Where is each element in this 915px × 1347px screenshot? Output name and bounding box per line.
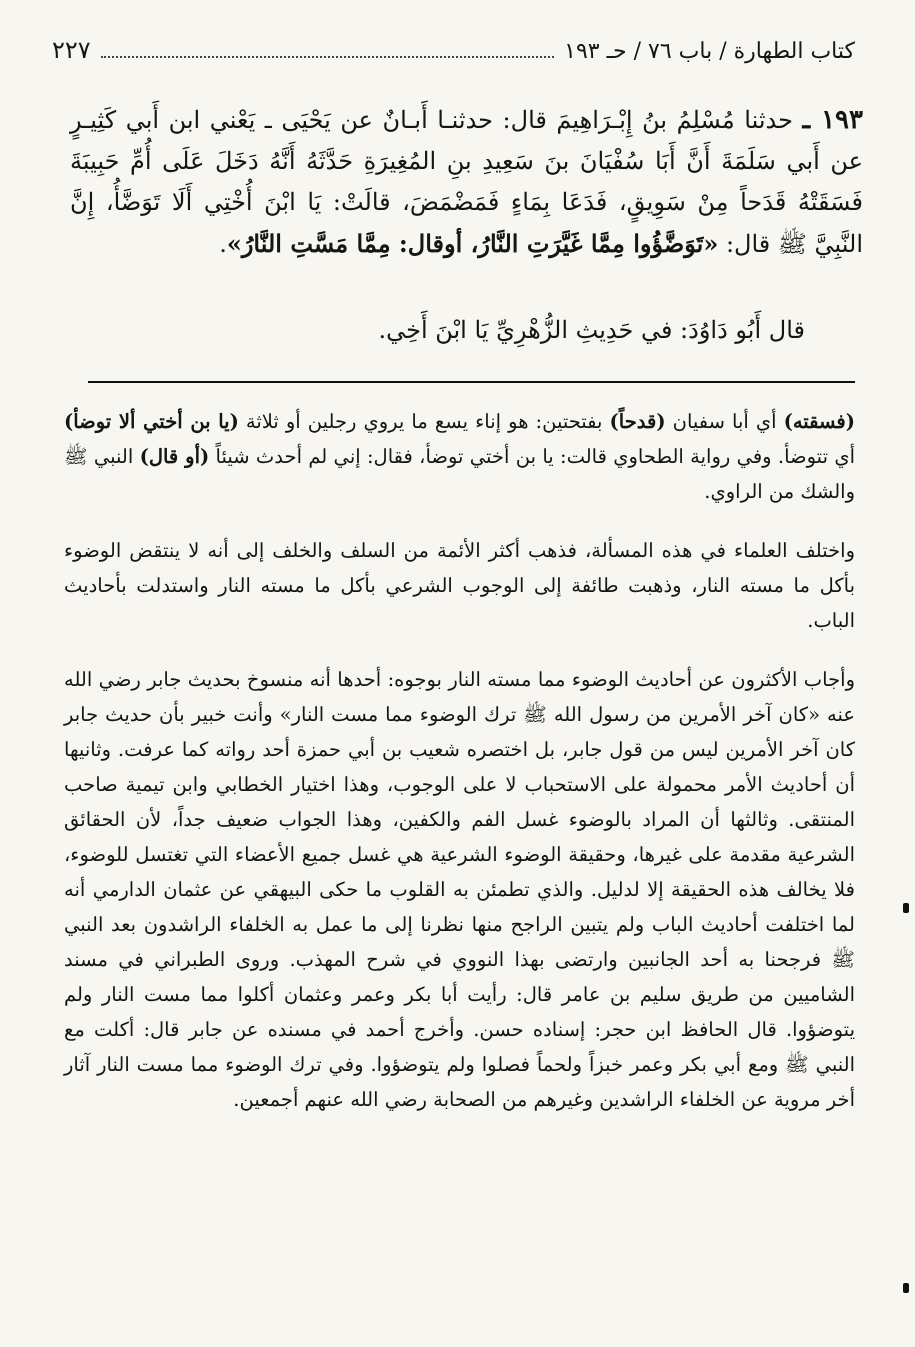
- running-header: [52, 36, 855, 72]
- hadith-prophetic-quote: «تَوَضَّؤُوا مِمَّا غَيَّرَتِ النَّارُ، أوقال: مِمَّا مَسَّتِ النَّارُ»: [226, 229, 719, 258]
- margin-mark: [903, 1283, 909, 1293]
- margin-mark: [903, 903, 909, 913]
- hadith-number: ١٩٣ ـ: [802, 105, 863, 135]
- hadith-end-mark: .: [219, 230, 227, 258]
- header-dot-leader: [101, 55, 554, 58]
- gloss-term: (فسقته): [783, 410, 855, 433]
- hadith-chain-and-matn: حدثنا مُسْلِمُ بنُ إِبْـرَاهِيمَ قال: حدثنـا أَبـانٌ عن يَحْيَى ـ يَعْني ابن أَبي كَثِيـرٍ عن أَبي سَلَمَةَ أَنَّ أَبَا سُفْيَانَ بنَ سَعِيدِ بنِ المُغِيرَةِ حَدَّثَهُ أَنَّهُ دَخَلَ عَلَى أُمِّ حَبِيبَةَ فَسَقَتْهُ قَدَحاً مِنْ سَوِيقٍ، فَدَعَا بِمَاءٍ فَمَضْمَضَ، قالَتْ: يَا ابْنَ أُخْتِي أَلَا تَوَضَّأُ، إِنَّ النَّبِيَّ ﷺ قال:: [70, 106, 863, 258]
- commentary: [64, 404, 855, 1141]
- abu-dawud-note: قال أَبُو دَاوُدَ: في حَدِيثِ الزُّهْرِيِّ يَا ابْنَ أَخِي.: [378, 316, 805, 344]
- gloss-text: أي تتوضأ. وفي رواية الطحاوي قالت: يا بن أختي توضأ، فقال: إني لم أحدث شيئاً: [209, 445, 855, 468]
- hadith-text: [70, 100, 863, 265]
- gloss-text: النبي ﷺ والشك من الراوي.: [64, 445, 855, 503]
- page-number: ٢٢٧: [52, 36, 91, 64]
- commentary-paragraph-1: [64, 404, 855, 509]
- commentary-paragraph-2: واختلف العلماء في هذه المسألة، فذهب أكثر الأئمة من السلف والخلف إلى أنه لا ينتقض الوضوء بأكل ما مسته النار، وذهبت طائفة إلى الوجوب الشرعي بأكل ما مسته النار واستدلت بأحاديث الباب.: [64, 539, 855, 632]
- commentary-paragraph-3: وأجاب الأكثرون عن أحاديث الوضوء مما مسته النار بوجوه: أحدها أنه منسوخ بحديث جابر رضي الله عنه «كان آخر الأمرين من رسول الله ﷺ ترك الوضوء مما مست النار» وأنت خبير بأن حديث جابر كان آخر الأمرين ليس من قول جابر، بل اختصره شعيب بن أبي حمزة أحد رواته كما عرفت. وثانيها أن أحاديث الأمر محمولة على الاستحباب لا على الوجوب، وهذا اختيار الخطابي وابن تيمية صاحب المنتقى. وثالثها أن المراد بالوضوء غسل الفم والكفين، وهذا الجواب ضعيف جداً، لأن الحقائق الشرعية مقدمة على غيرها، وحقيقة الوضوء الشرعية هي غسل جميع الأعضاء التي تغتسل للوضوء، فلا يخالف هذه الحقيقة إلا لدليل. والذي تطمئن به القلوب ما حكى البيهقي عن عثمان الدارمي أنه لما اختلفت أحاديث الباب ولم يتبين الراجح منها نظرنا إلى ما عمل به الخلفاء الراشدون بعد النبي ﷺ فرجحنا به أحد الجانبين وارتضى بهذا النووي في شرح المهذب. وروى الطبراني في مسند الشاميين من طريق سليم بن عامر قال: رأيت أبا بكر وعمر وعثمان أكلوا مما مست النار ولم يتوضؤوا. قال الحافظ ابن حجر: إسناده حسن. وأخرج أحمد في مسنده عن جابر قال: أكلت مع النبي ﷺ ومع أبي بكر وعمر خبزاً ولحماً فصلوا ولم يتوضؤوا. وفي ترك الوضوء مما مست النار آثار أخر مروية عن الخلفاء الراشدين وغيرهم من الصحابة رضي الله عنهم أجمعين.: [64, 668, 855, 1111]
- gloss-term: (قدحاً): [609, 410, 666, 433]
- gloss-term: (يا بن أختي ألا توضأ): [64, 410, 239, 433]
- footnote-divider: [88, 381, 855, 383]
- gloss-term: (أو قال): [139, 445, 210, 468]
- gloss-text: أي أبا سفيان: [665, 410, 784, 433]
- header-title: كتاب الطهارة / باب ٧٦ / حـ ١٩٣: [564, 39, 855, 64]
- gloss-text: بفتحتين: هو إناء يسع ما يروي رجلين أو ثلاثة: [238, 410, 610, 433]
